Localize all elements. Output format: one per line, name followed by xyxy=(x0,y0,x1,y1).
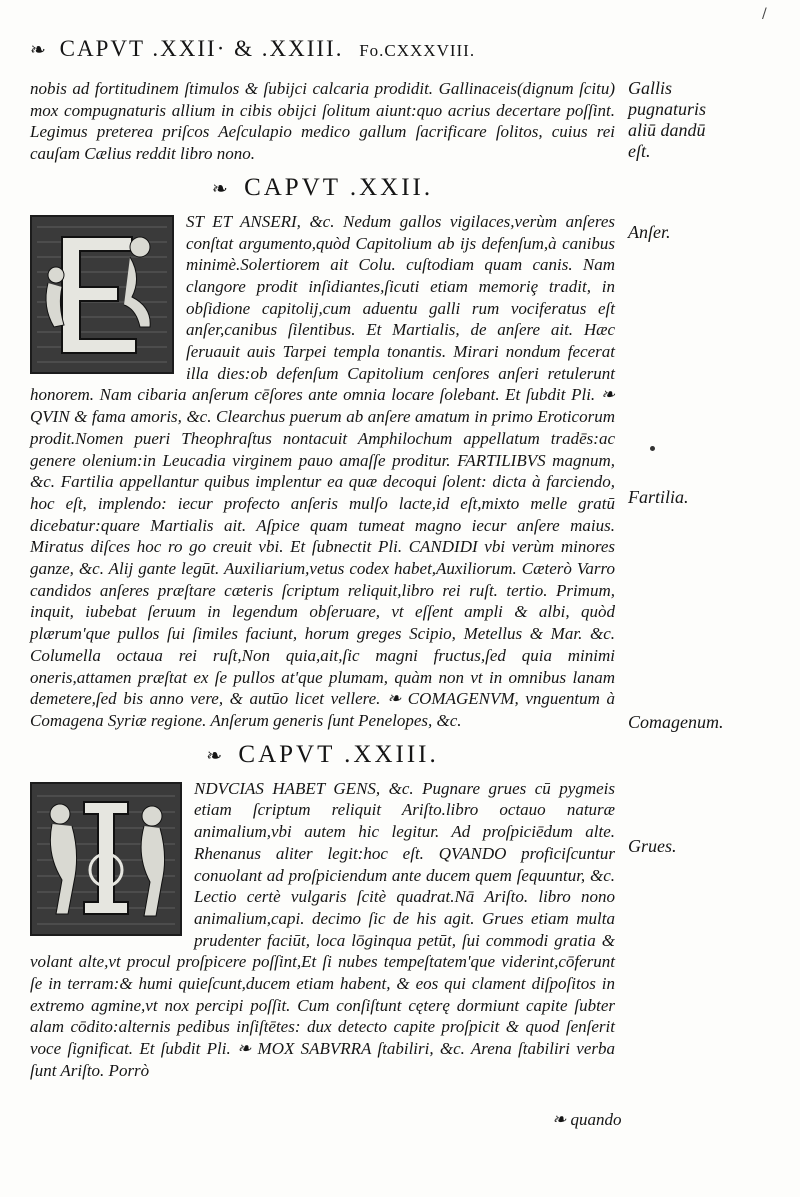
intro-paragraph: nobis ad fortitudinem ſtimulos & ſubijci calcaria prodidit. Gallinaceis(dignum ſcitu) mox compugnaturis allium in cibis obijci ſolitum aiunt:quo acrius decertare poſſint. Legimus preterea priſcos Aeſculapio medico gallum ſacrificare ſolitos, cuius rei cauſam Cælius reddit libro nono. xyxy=(30,79,615,164)
fleuron-icon: ❧ xyxy=(206,745,226,767)
marginal-note-grues: Grues. xyxy=(628,836,677,856)
chapter-23-text: NDVCIAS HABET GENS, &c. Pugnare grues cū pygmeis etiam ſcriptum reliquit Ariſto.libro octauo naturæ animalium,vbi autem hic legitur. Ad proſpiciēdum alte. Rhenanus aliter legit:hoc eſt. QVANDO proficiſcuntur conuolant ad proſpiciendum ante ducem quem ſequuntur, &c. Lectio certè vulgaris ſcitè quadrat.Nā Ariſto. libro nono animalium,capi. decimo ſic de his agit. Grues etiam multa prudenter faciūt, loca lōginqua petūt, ſui commodi gratia & volant alte,vt procul proſpicere poſſint,Et ſi nubes tempeſtatem'que viderint,cōferunt ſe in terram:& humi quieſcunt,ducem etiam habent, & eos qui clament diſpoſitos in extremo agmine,vt nox percipi poſſit. Cum conſiſtunt cęterę dormiunt capite ſubter alam cōdito:alternis pedibus inſiſtētes: dux detecto capite proſpicit & quod ſenſerit voce ſignificat. Et ſubdit Pli. ❧ MOX SABVRRA ſtabiliri, &c. Arena ſtabiliri verba ſunt Ariſto. Porrò xyxy=(30,778,615,1080)
header-title: CAPVT .XXII· & .XXIII. xyxy=(59,36,344,61)
woodcut-initial-e xyxy=(30,215,174,374)
chapter-22-heading xyxy=(30,173,615,205)
fleuron-icon: ❧ xyxy=(30,40,48,61)
putti-woodcut-icon xyxy=(32,784,180,934)
marginal-note-fartilia: Fartilia. xyxy=(628,487,689,507)
marginal-note-anser: Anſer. xyxy=(628,222,671,242)
text-block xyxy=(30,78,615,1082)
chapter-23-heading xyxy=(30,740,615,772)
chapter-22-text: ST ET ANSERI, &c. Nedum gallos vigilaces,verùm anſeres conſtat argumento,quòd Capitolium ab ijs defenſum,à canibus minimè.Solertiorem ait Colu. cuſtodiam quam canis. Nam clangore prodit inſidiantes,ſicuti etiam memoriȩ tradit, in obſidione capitolij,cum aduentu galli rum vociferatus eſt anſer,canibus ſilentibus. Et Martialis, de anſere ait. Hæc ſeruauit auis Tarpei templa tonantis. Mirari nondum fecerat illa dies:ob defenſum Capitolium cenſores anſeri retulerunt honorem. Nam cibaria anſerum cēſores ante omnia locare ſolebant. Et ſubdit Pli. ❧ QVIN & fama amoris, &c. Clearchus puerum ab anſere amatum in primo Eroticorum prodit.Nomen pueri Theophraſtus nontacuit Amphilochum appellatum tradēs:ac genere olenium:in Leucadia virginem pauo amaſſe proditur. FARTILIBVS magnum, &c. Fartilia appellantur quibus implentur ea quæ decoqui ſolent: dicta à farciendo, hoc eſt, implendo: iecur profecto anſeris mulſo lacte,id eſt,mixto melle gratū dicebatur:quare Martialis ait. Aſpice quam tumeat magno iecur anſere maius. Miratus diſces hoc ro go creuit vbi. Et ſubnectit Pli. CANDIDI vbi verùm minores ganze, &c. Alij gante legūt. Auxiliarium,vetus codex habet,Auxiliorum. Cæterò Varro candidos anſeres præſtare cæteris ſcriptum reliquit,libro rei ruſt. tertio. Primum, inquit, iubebat ſeruum in legendum obſeruare, vt eſſent ampli & albi, quòd plærum'que pullos ſui ſimiles faciunt, horum greges Scipio, Metellus & Mar. &c. Columella octaua rei ruſt,Non quia,ait,ſic magni fructus,ſed quia minimi oneris,attamen præſtat ex ſe pullos at'que plumam, quàm non vt in omnibus lanam demetere,ſed bis anno vere, & autūo licet vellere. ❧ COMAGENVM, vnguentum à Comagena Syriæ regione. Anſerum generis ſunt Penelopes, &c. xyxy=(30,211,615,730)
marginal-note-gallis: Gallis pugnaturis aliū dandū eſt. xyxy=(628,78,707,161)
page-corner-mark: / xyxy=(762,6,767,22)
chapter-22-title: CAPVT .XXII. xyxy=(244,173,434,201)
running-header xyxy=(30,36,620,62)
catchword: ❧ quando xyxy=(552,1110,622,1129)
fleuron-icon: ❧ xyxy=(211,178,231,200)
woodcut-initial-i xyxy=(30,782,182,936)
chapter-23-title: CAPVT .XXIII. xyxy=(238,740,439,768)
marginal-note-comagenum: Comagenum. xyxy=(628,712,724,732)
ink-spot xyxy=(650,446,655,451)
putti-woodcut-icon xyxy=(32,217,172,372)
folio-number: Fo.CXXXVIII. xyxy=(359,41,476,60)
